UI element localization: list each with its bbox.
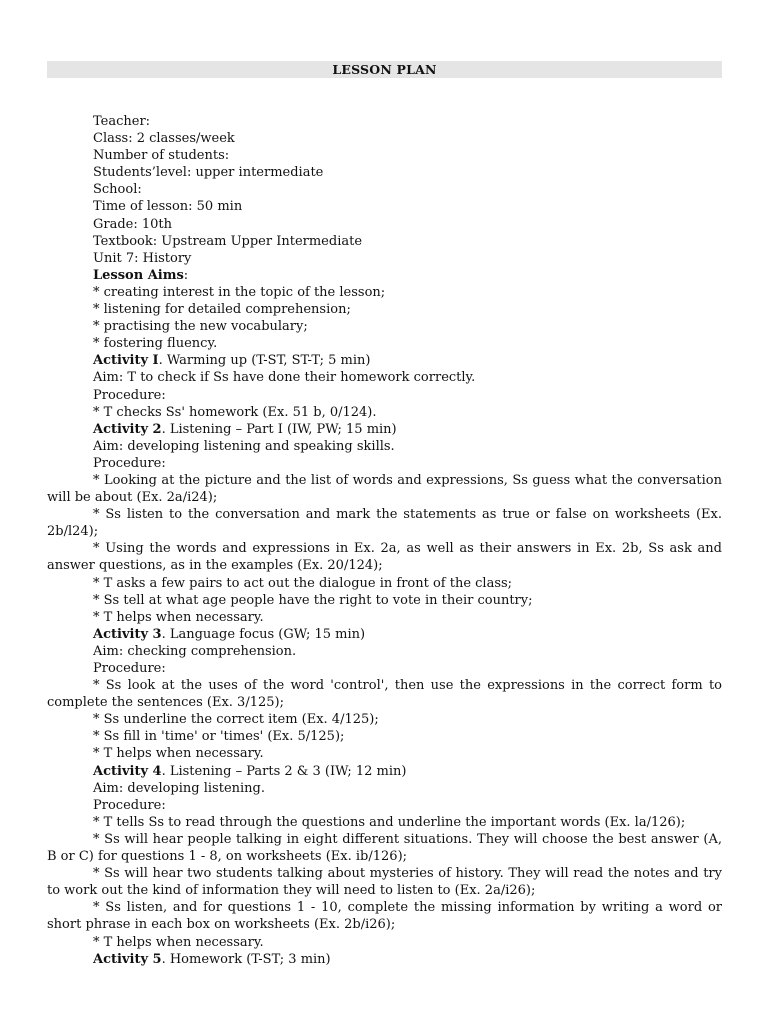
activity-4-aim: Aim: developing listening.	[93, 780, 265, 796]
activity-1-step: * T checks Ss' homework (Ex. 51 b, 0/124).	[93, 404, 377, 420]
activity-3-step: * Ss underline the correct item (Ex. 4/125);	[93, 712, 379, 728]
class-line: Class: 2 classes/week	[93, 131, 235, 147]
students-line: Number of students:	[93, 148, 230, 164]
activity-2-procedure: Procedure:	[93, 455, 166, 471]
unit-line: Unit 7: History	[93, 250, 192, 266]
activity-3-step: * T helps when necessary.	[93, 746, 264, 762]
activity-2-step: * T helps when necessary.	[93, 609, 264, 625]
activity-2-aim: Aim: developing listening and speaking skills.	[93, 438, 395, 454]
activity-5-heading	[47, 951, 722, 968]
activity-5-label: Activity 5	[93, 951, 162, 967]
activity-2-step: * Using the words and expressions in Ex. 2a, as well as their answers in Ex. 2b, Ss ask and answer questions, as in the examples (Ex. 20/124);	[47, 541, 722, 574]
activity-1-heading	[47, 352, 722, 369]
school-line: School:	[93, 182, 142, 198]
aim-item: * creating interest in the topic of the lesson;	[93, 284, 386, 300]
activity-4-step: * Ss will hear people talking in eight different situations. They will choose the best answer (A, B or C) for questions 1 - 8, on worksheets (Ex. ib/126);	[47, 831, 722, 865]
aim-item: * listening for detailed comprehension;	[93, 302, 351, 318]
activity-4-label: Activity 4	[93, 763, 162, 779]
activity-4-heading	[47, 763, 722, 780]
activity-2-step: * Ss tell at what age people have the right to vote in their country;	[93, 592, 533, 608]
activity-4-step: * T helps when necessary.	[93, 934, 264, 950]
teacher-line: Teacher:	[93, 114, 151, 129]
activity-2-step: * Looking at the picture and the list of words and expressions, Ss guess what the conversation will be about (Ex. 2a/i24);	[47, 472, 722, 506]
time-line: Time of lesson: 50 min	[93, 199, 243, 215]
activity-4-step: * T tells Ss to read through the questions and underline the important words (Ex. la/126);	[93, 814, 686, 830]
activity-3-title: . Language focus (GW; 15 min)	[161, 626, 366, 642]
aim-item: * fostering fluency.	[93, 336, 218, 352]
activity-2-step: * Ss listen to the conversation and mark the statements as true or false on worksheets (Ex. 2b/l24);	[47, 507, 722, 540]
activity-1-procedure: Procedure:	[93, 387, 166, 403]
activity-1-aim: Aim: T to check if Ss have done their homework correctly.	[93, 370, 476, 386]
activity-1-label: Activity I	[93, 353, 159, 369]
activity-2-heading	[47, 421, 722, 438]
activity-3-heading	[47, 626, 722, 643]
activity-3-step: * Ss fill in 'time' or 'times' (Ex. 5/125);	[93, 729, 345, 745]
grade-line: Grade: 10th	[93, 216, 173, 232]
aims-heading-label: Lesson Aims	[93, 267, 184, 283]
activity-3-aim: Aim: checking comprehension.	[93, 643, 297, 659]
activity-4-title: . Listening – Parts 2 & 3 (IW; 12 min)	[161, 763, 407, 779]
activity-3-procedure: Procedure:	[93, 661, 166, 676]
activity-4-step: * Ss will hear two students talking about mysteries of history. They will read the notes and try to work out the kind of information they will need to listen to (Ex. 2a/i26);	[47, 866, 722, 899]
page-title: LESSON PLAN	[47, 61, 722, 78]
activity-5-title: . Homework (T-ST; 3 min)	[161, 951, 331, 967]
activity-3-step: * Ss look at the uses of the word 'control', then use the expressions in the correct form to complete the sentences (Ex. 3/125);	[47, 678, 722, 711]
aims-heading-colon: :	[183, 267, 189, 283]
activity-2-title: . Listening – Part I (IW, PW; 15 min)	[161, 421, 397, 437]
activity-4-step: * Ss listen, and for questions 1 - 10, complete the missing information by writing a word or short phrase in each box on worksheets (Ex. 2b/i26);	[47, 900, 722, 933]
activity-4-procedure: Procedure:	[93, 797, 166, 813]
level-line: Students’level: upper intermediate	[93, 165, 324, 181]
aim-item: * practising the new vocabulary;	[93, 319, 308, 335]
activity-1-title: . Warming up (T-ST, ST-T; 5 min)	[158, 353, 371, 369]
textbook-line: Textbook: Upstream Upper Intermediate	[93, 233, 363, 249]
lesson-plan-body	[47, 113, 722, 968]
activity-2-step: * T asks a few pairs to act out the dialogue in front of the class;	[93, 575, 513, 591]
activity-3-label: Activity 3	[93, 626, 162, 642]
aims-heading	[47, 267, 722, 284]
activity-2-label: Activity 2	[93, 421, 162, 437]
lesson-plan-page	[47, 61, 722, 968]
